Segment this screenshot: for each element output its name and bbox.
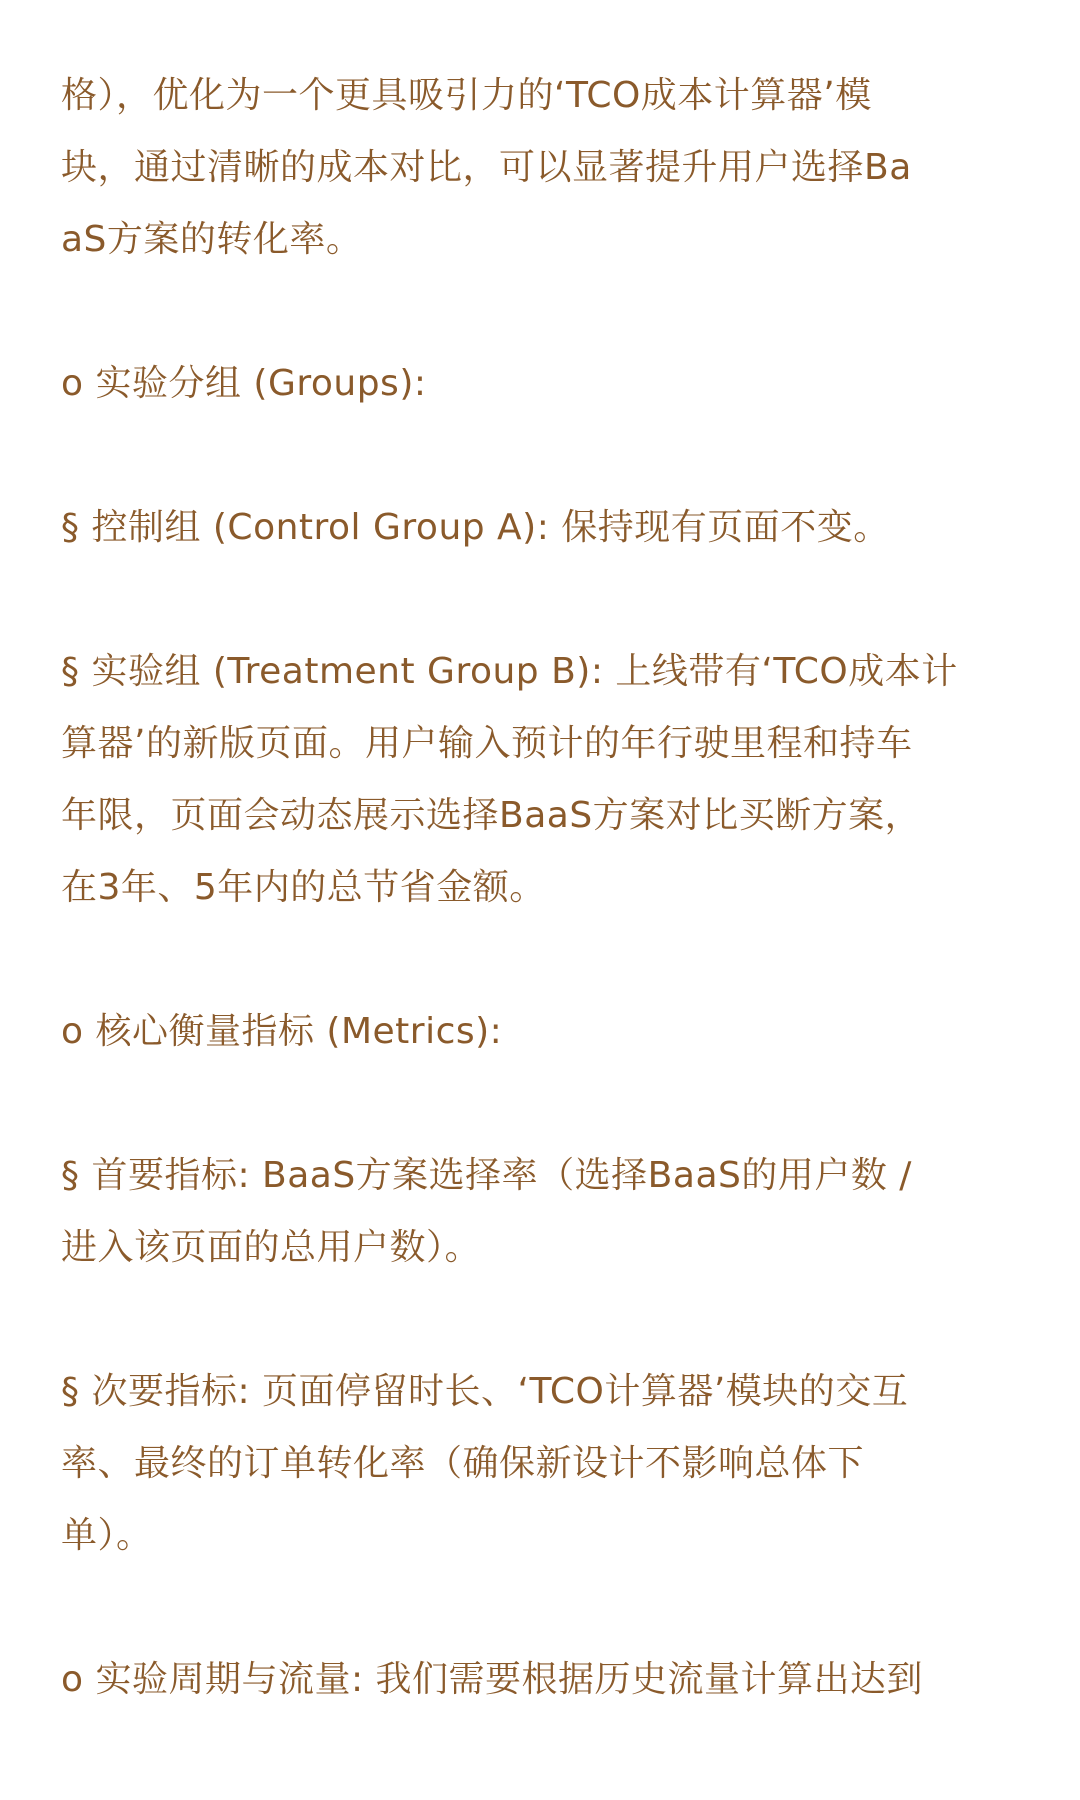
primary-metric-item xyxy=(61,1140,1021,1284)
text-line: 块，通过清晰的成本对比，可以显著提升用户选择Ba xyxy=(61,147,912,188)
text-line: § 次要指标: 页面停留时长、‘TCO计算器’模块的交互 xyxy=(61,1371,909,1412)
period-traffic-item xyxy=(61,1644,1021,1716)
metrics-heading xyxy=(61,996,1021,1068)
text-line: § 首要指标: BaaS方案选择率（选择BaaS的用户数 / xyxy=(61,1155,912,1196)
groups-heading xyxy=(61,348,1021,420)
document-body xyxy=(61,60,1021,1788)
text-line: o 实验分组 (Groups): xyxy=(61,363,427,404)
text-line: 进入该页面的总用户数）。 xyxy=(61,1227,482,1268)
control-group-item xyxy=(61,492,1021,564)
text-line: o 实验周期与流量: 我们需要根据历史流量计算出达到 xyxy=(61,1659,924,1700)
paragraph-intro-continuation xyxy=(61,60,1021,276)
text-line: 在3年、5年内的总节省金额。 xyxy=(61,867,546,908)
text-line: 单）。 xyxy=(61,1515,153,1556)
text-line: 算器’的新版页面。用户输入预计的年行驶里程和持车 xyxy=(61,723,913,764)
text-line: 格），优化为一个更具吸引力的‘TCO成本计算器’模 xyxy=(61,75,872,116)
text-line: aS方案的转化率。 xyxy=(61,219,363,260)
treatment-group-item xyxy=(61,636,1021,924)
text-line: o 核心衡量指标 (Metrics): xyxy=(61,1011,503,1052)
text-line: 率、最终的订单转化率（确保新设计不影响总体下 xyxy=(61,1443,865,1484)
text-line: § 实验组 (Treatment Group B): 上线带有‘TCO成本计 xyxy=(61,651,958,692)
text-line: § 控制组 (Control Group A): 保持现有页面不变。 xyxy=(61,507,890,548)
text-line: 年限，页面会动态展示选择BaaS方案对比买断方案， xyxy=(61,795,922,836)
secondary-metric-item xyxy=(61,1356,1021,1572)
